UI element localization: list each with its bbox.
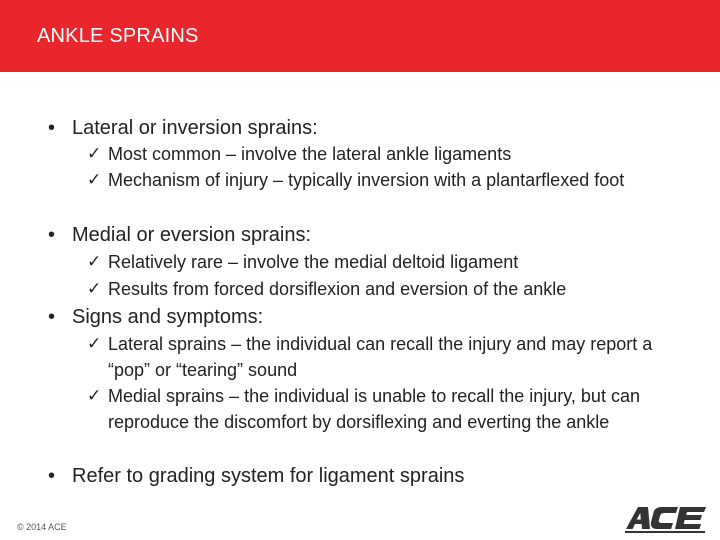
ace-logo-icon: [620, 503, 712, 537]
checkmark-icon: ✓: [87, 279, 102, 299]
sub-bullet-text: Results from forced dorsiflexion and eversion of the ankle: [108, 279, 567, 299]
sub-bullet-text: Most common – involve the lateral ankle ligaments: [108, 144, 512, 164]
sub-bullet-text: Lateral sprains – the individual can recall the injury and may report a “pop” or “tearing” sound: [108, 334, 653, 380]
bullet-icon: •: [48, 306, 56, 328]
bullet-text: Signs and symptoms:: [72, 306, 264, 328]
checkmark-icon: ✓: [87, 170, 102, 190]
checkmark-icon: ✓: [87, 334, 102, 354]
slide-title: ANKLE SPRAINS: [37, 25, 199, 47]
sub-bullet-text: Medial sprains – the individual is unable to recall the injury, but can reproduce the discomfort by dorsiflexing and everting the ankle: [108, 386, 640, 432]
checkmark-icon: ✓: [87, 386, 102, 406]
bullet-text: Medial or eversion sprains:: [72, 224, 311, 246]
bullet-text: Refer to grading system for ligament sprains: [72, 465, 465, 487]
sub-bullet-text: Relatively rare – involve the medial deltoid ligament: [108, 252, 519, 272]
checkmark-icon: ✓: [87, 144, 102, 164]
copyright-text: © 2014 ACE: [17, 522, 67, 532]
sub-bullet-text: Mechanism of injury – typically inversion with a plantarflexed foot: [108, 170, 625, 190]
bullet-icon: •: [48, 224, 56, 246]
bullet-icon: •: [48, 465, 56, 487]
checkmark-icon: ✓: [87, 252, 102, 272]
bullet-text: Lateral or inversion sprains:: [72, 117, 318, 139]
bullet-icon: •: [48, 117, 56, 139]
